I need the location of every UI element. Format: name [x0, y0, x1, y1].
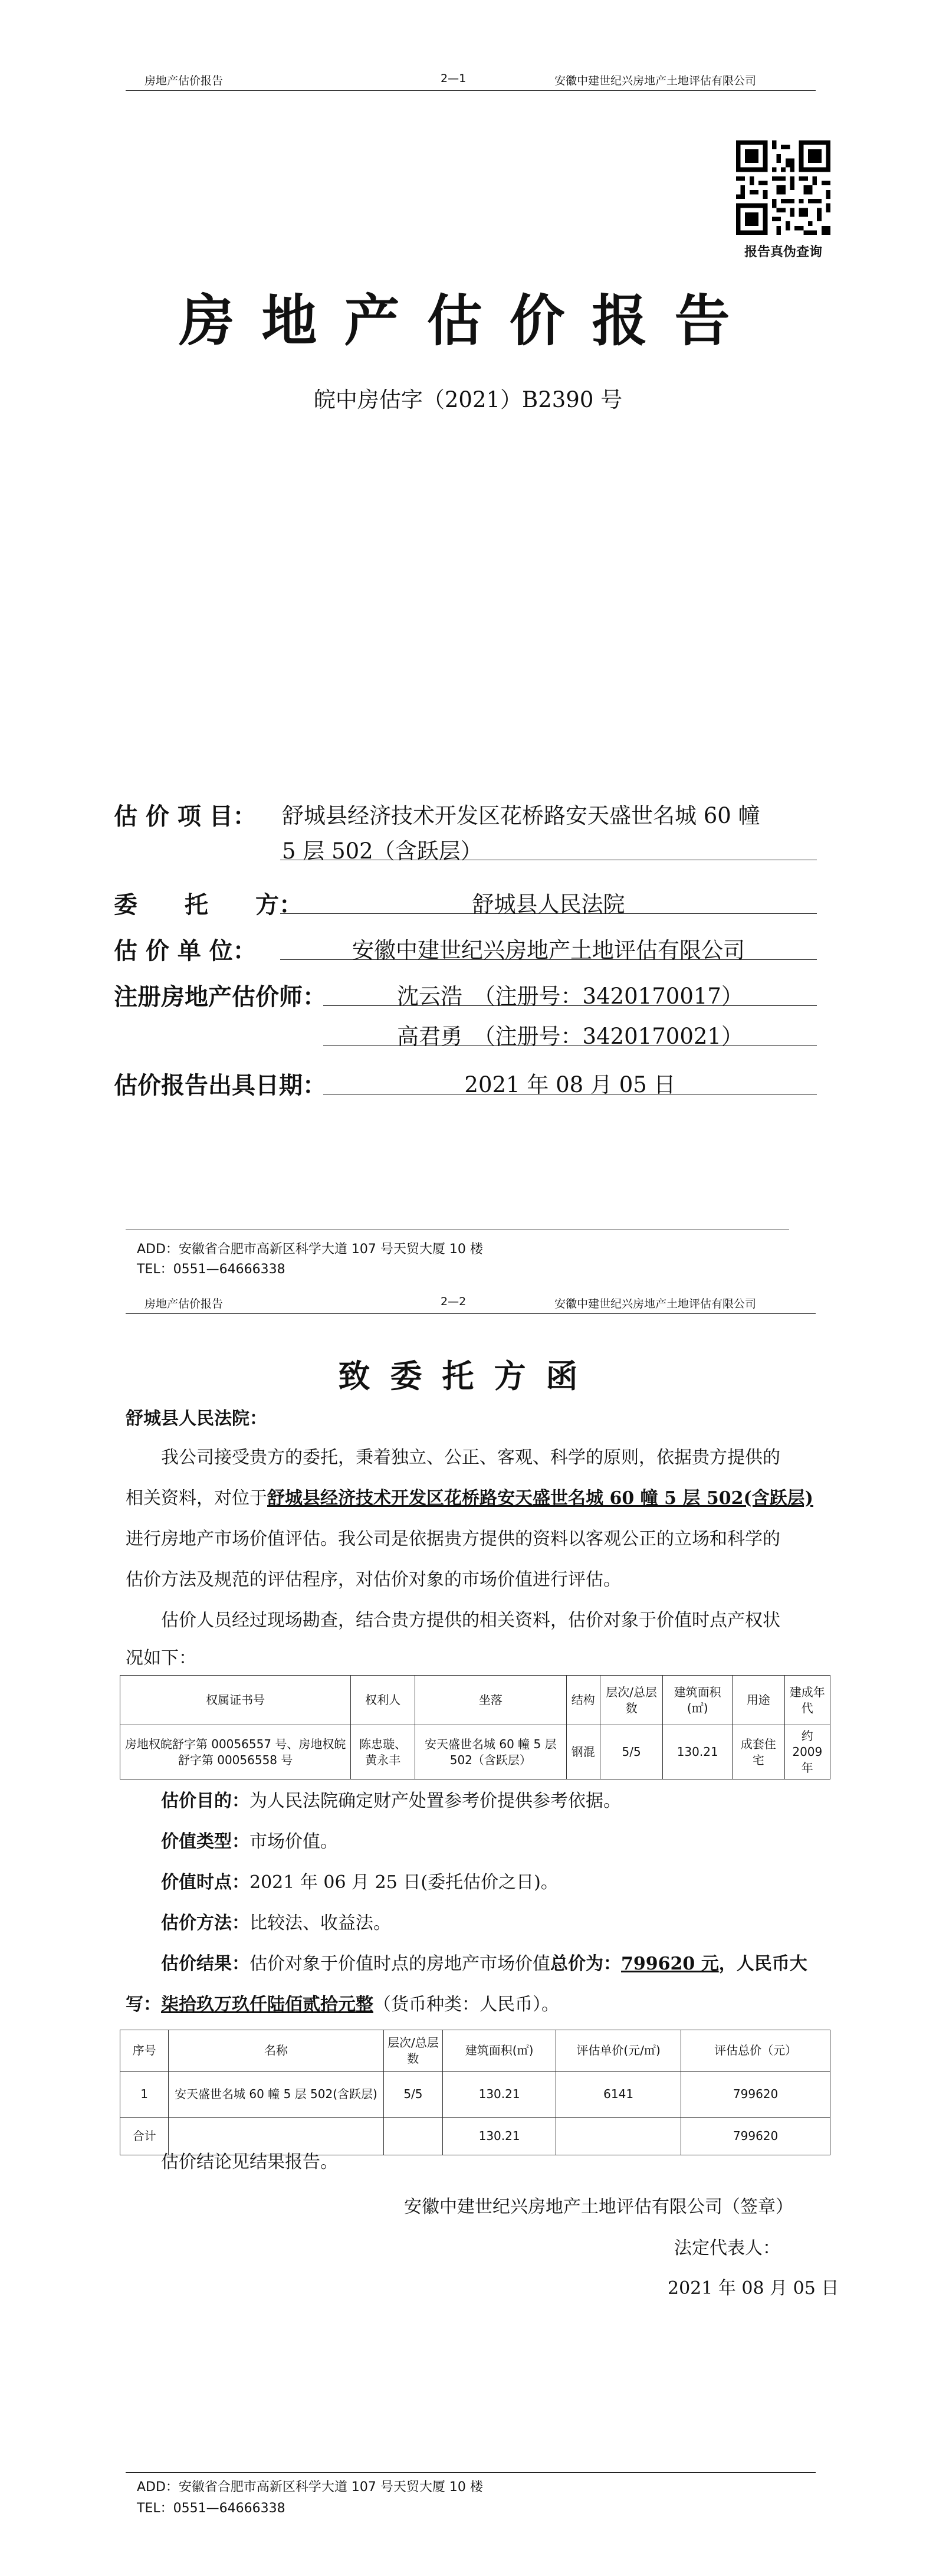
table-row	[120, 2072, 830, 2118]
result-text-3: 写：	[126, 1994, 161, 2015]
qr-caption: 报告真伪查询	[744, 245, 822, 260]
value-type-line	[126, 1821, 827, 1862]
conclusion: 估价结论见结果报告。	[161, 2152, 338, 2172]
value-time-line	[126, 1862, 827, 1903]
table-header: 用途	[733, 1676, 785, 1725]
paragraph-1-line3: 进行房地产市场价值评估。我公司是依据贵方提供的资料以客观公正的立场和科学的	[126, 1529, 780, 1549]
footer-tel-2: TEL：0551—64666338	[137, 2501, 285, 2516]
footer-address-2: ADD：安徽省合肥市高新区科学大道 107 号天贸大厦 10 楼	[137, 2480, 483, 2495]
footer-rule-2	[126, 2472, 816, 2473]
table-cell: 安天盛世名城 60 幢 5 层 502(含跃层)	[169, 2072, 383, 2118]
method-label: 估价方法：	[161, 1913, 249, 1933]
table-header-row	[120, 2030, 830, 2072]
header-right: 安徽中建世纪兴房地产土地评估有限公司	[554, 74, 757, 87]
value-type-label: 价值类型：	[161, 1831, 249, 1852]
paragraph-1-line2	[126, 1478, 827, 1519]
appraiser-1: 沈云浩 （注册号：3420170017）	[397, 984, 743, 1009]
purpose-label: 估价目的：	[161, 1791, 249, 1811]
table-header: 权属证书号	[120, 1676, 351, 1725]
value-time: 2021 年 06 月 25 日(委托估价之日)。	[249, 1872, 559, 1893]
result-amount-uppercase: 柒拾玖万玖仟陆佰贰拾元整	[161, 1994, 373, 2015]
header-rule	[126, 90, 816, 91]
appraiser-unit-label: 估 价 单 位：	[114, 938, 257, 965]
result-text: 估价对象于价值时点的房地产市场价值	[249, 1954, 550, 1974]
table-cell: 陈忠璇、黄永丰	[351, 1725, 415, 1779]
signature-company: 安徽中建世纪兴房地产土地评估有限公司（签章）	[404, 2197, 793, 2217]
paragraph-1-text: 相关资料，对位于	[126, 1488, 267, 1509]
result-line1	[126, 1944, 827, 1984]
table-cell: 安天盛世名城 60 幢 5 层 502（含跃层）	[415, 1725, 566, 1779]
method-value: 比较法、收益法。	[249, 1913, 391, 1933]
table-cell: 合计	[120, 2118, 169, 2155]
table-header: 建成年代	[784, 1676, 830, 1725]
value-type: 市场价值。	[249, 1831, 338, 1852]
value-time-label: 价值时点：	[161, 1872, 249, 1893]
currency-note: （货币种类：人民币）。	[373, 1994, 559, 2015]
result-line2	[126, 1984, 827, 2025]
result-label: 估价结果：	[161, 1954, 249, 1974]
result-amount: 799620 元	[621, 1954, 719, 1974]
table-header: 建筑面积(㎡)	[443, 2030, 556, 2072]
footer-address: ADD：安徽省合肥市高新区科学大道 107 号天贸大厦 10 楼	[137, 1242, 483, 1257]
header-rule-2	[126, 1313, 816, 1314]
table-header: 建筑面积(㎡)	[663, 1676, 733, 1725]
table-cell: 5/5	[600, 1725, 662, 1779]
client-value: 舒城县人民法院	[472, 892, 625, 917]
qr-code-icon[interactable]	[736, 140, 830, 235]
table-header: 结构	[566, 1676, 600, 1725]
project-label: 估 价 项 目：	[114, 803, 257, 830]
document-number: 皖中房估字（2021）B2390 号	[313, 387, 623, 412]
table-header: 序号	[120, 2030, 169, 2072]
table-header: 名称	[169, 2030, 383, 2072]
table-header: 评估单价(元/㎡)	[556, 2030, 681, 2072]
table-header: 坐落	[415, 1676, 566, 1725]
valuation-result-table	[120, 2030, 830, 2155]
property-address: 舒城县经济技术开发区花桥路安天盛世名城 60 幢 5 层 502(含跃层)	[267, 1488, 813, 1509]
table-cell: 799620	[681, 2118, 830, 2155]
paragraph-1-line1: 我公司接受贵方的委托，秉着独立、公正、客观、科学的原则，依据贵方提供的	[161, 1447, 780, 1468]
appraiser-2: 高君勇 （注册号：3420170021）	[397, 1024, 743, 1049]
table-header: 层次/总层数	[600, 1676, 662, 1725]
purpose-line	[126, 1781, 827, 1821]
project-value-line2: 5 层 502（含跃层）	[282, 838, 482, 864]
client-label: 委 托 方：	[114, 892, 303, 919]
project-value-line1: 舒城县经济技术开发区花桥路安天盛世名城 60 幢	[282, 803, 760, 828]
salutation: 舒城县人民法院：	[126, 1408, 267, 1429]
paragraph-2-line2: 况如下：	[126, 1648, 196, 1669]
table-cell: 房地权皖舒字第 00056557 号、房地权皖舒字第 00056558 号	[120, 1725, 351, 1779]
table-cell: 130.21	[443, 2072, 556, 2118]
table-cell: 1	[120, 2072, 169, 2118]
table-cell: 5/5	[383, 2072, 443, 2118]
paragraph-1-line4: 估价方法及规范的评估程序，对估价对象的市场价值进行评估。	[126, 1569, 621, 1590]
signature-representative: 法定代表人：	[674, 2238, 780, 2259]
result-total-label: 总价为：	[550, 1954, 621, 1974]
table-header: 评估总价（元）	[681, 2030, 830, 2072]
table-cell: 约 2009 年	[784, 1725, 830, 1779]
result-text-2: ，人民币大	[718, 1954, 807, 1974]
table-header: 权利人	[351, 1676, 415, 1725]
appraiser-unit-underline	[280, 959, 817, 960]
paragraph-2-line1: 估价人员经过现场勘查，结合贵方提供的相关资料，估价对象于价值时点产权状	[161, 1610, 780, 1631]
report-date-label: 估价报告出具日期：	[114, 1072, 326, 1099]
table-cell: 130.21	[443, 2118, 556, 2155]
appraiser-unit-value: 安徽中建世纪兴房地产土地评估有限公司	[352, 938, 745, 963]
property-rights-table	[120, 1675, 830, 1779]
method-line	[126, 1903, 827, 1944]
purpose-value: 为人民法院确定财产处置参考价提供参考依据。	[249, 1791, 621, 1811]
header-left-2: 房地产估价报告	[144, 1297, 224, 1310]
table-header: 层次/总层数	[383, 2030, 443, 2072]
table-cell: 成套住宅	[733, 1725, 785, 1779]
table-cell: 130.21	[663, 1725, 733, 1779]
header-left: 房地产估价报告	[144, 74, 224, 87]
header-page-number-2: 2—2	[441, 1295, 467, 1308]
report-title: 房地产估价报告	[179, 289, 757, 353]
header-page-number: 2—1	[441, 72, 467, 85]
client-underline	[280, 913, 817, 914]
table-cell: 6141	[556, 2072, 681, 2118]
appraiser-1-underline	[323, 1005, 817, 1006]
footer-tel: TEL：0551—64666338	[137, 1262, 285, 1277]
letter-title: 致委托方函	[338, 1357, 598, 1395]
table-cell: 钢混	[566, 1725, 600, 1779]
table-header-row	[120, 1676, 830, 1725]
table-row	[120, 1725, 830, 1779]
report-date-value: 2021 年 08 月 05 日	[464, 1072, 676, 1097]
table-cell: 799620	[681, 2072, 830, 2118]
signature-date: 2021 年 08 月 05 日	[668, 2278, 839, 2299]
registered-appraiser-label: 注册房地产估价师：	[114, 984, 326, 1011]
header-right-2: 安徽中建世纪兴房地产土地评估有限公司	[554, 1297, 757, 1310]
